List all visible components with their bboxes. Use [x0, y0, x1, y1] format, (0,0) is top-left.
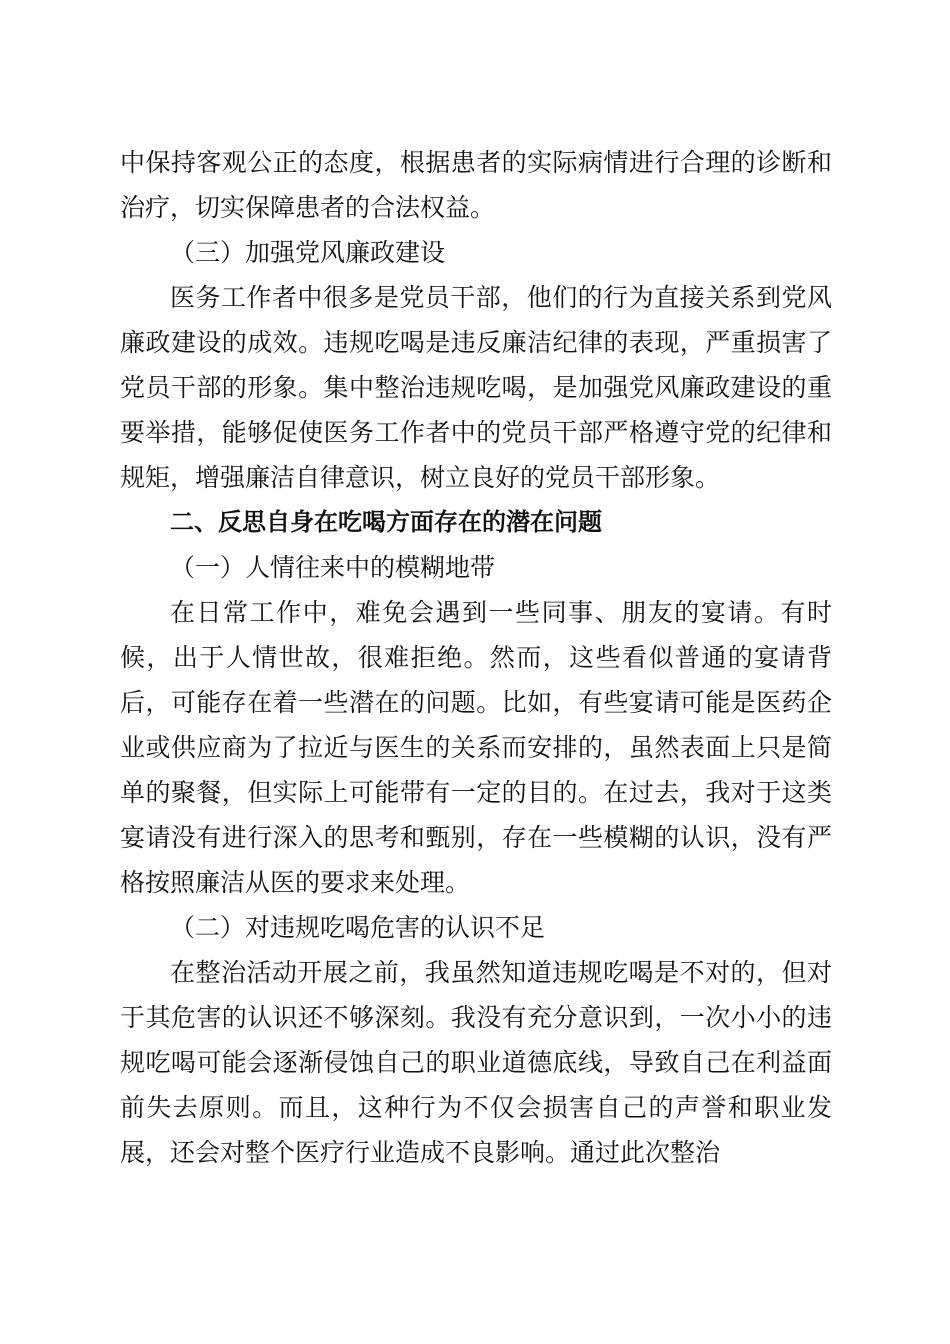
section-heading-reflection: 二、反思自身在吃喝方面存在的潜在问题 — [170, 508, 602, 536]
paragraph-banquets: 在日常工作中，难免会遇到一些同事、朋友的宴请。有时候，出于人情世故，很难拒绝。然而，这些看似普通的宴请背后，可能存在着一些潜在的问题。比如，有些宴请可能是医药企业或供应商为了拉近与医生的关系而安排的，虽然表面上只是简单的聚餐，但实际上可能带有一定的目的。在过去，我对于这类宴请没有进行深入的思考和甄别，存在一些模糊的认识，没有严格按照廉洁从医的要求来处理。 — [120, 598, 832, 897]
subheading-gray-area: （一）人情往来中的模糊地带 — [170, 553, 496, 582]
subheading-insufficient-awareness: （二）对违规吃喝危害的认识不足 — [170, 913, 546, 942]
paragraph-continued: 中保持客观公正的态度，根据患者的实际病情进行合理的诊断和治疗，切实保障患者的合法权益。 — [120, 148, 832, 222]
paragraph-party-members: 医务工作者中很多是党员干部，他们的行为直接关系到党风廉政建设的成效。违规吃喝是违反廉洁纪律的表现，严重损害了党员干部的形象。集中整治违规吃喝，是加强党风廉政建设的重要举措，能够促使医务工作者中的党员干部严格遵守党的纪律和规矩，增强廉洁自律意识，树立良好的党员干部形象。 — [120, 283, 832, 492]
document-body — [120, 140, 832, 1175]
subheading-strengthen-integrity: （三）加强党风廉政建设 — [170, 238, 446, 267]
paragraph-harm-awareness: 在整治活动开展之前，我虽然知道违规吃喝是不对的，但对于其危害的认识还不够深刻。我没有充分意识到，一次小小的违规吃喝可能会逐渐侵蚀自己的职业道德底线，导致自己在利益面前失去原则。而且，这种行为不仅会损害自己的声誉和职业发展，还会对整个医疗行业造成不良影响。通过此次整治 — [120, 958, 832, 1167]
